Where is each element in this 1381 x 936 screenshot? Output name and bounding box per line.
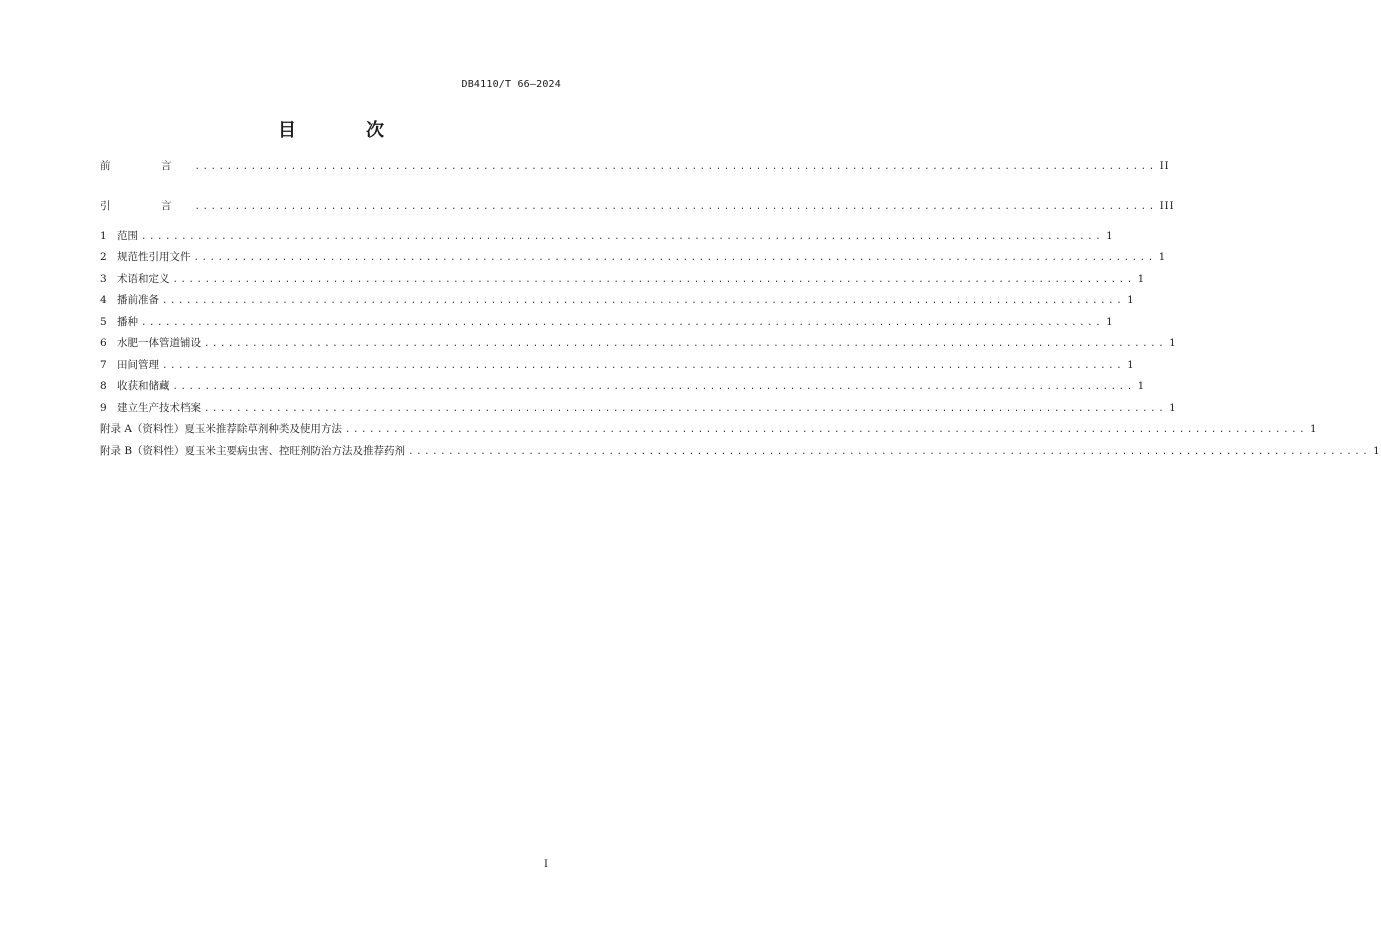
toc-leader-dots: ........................................................................................................................ [408, 447, 1371, 457]
toc-entry-label: 水肥一体管道铺设 [117, 337, 201, 349]
toc-entry-page: 1 [1127, 295, 1135, 306]
toc-leader-dots: ........................................................................................................................ [162, 296, 1125, 306]
toc-entry-label: 规范性引用文件 [117, 251, 191, 263]
toc-title: 目 次 [278, 120, 410, 141]
toc-entry-label: 术语和定义 [117, 273, 170, 285]
toc-leader-dots: ........................................................................................................................ [172, 275, 1135, 285]
toc-entry-page: 1 [1137, 274, 1146, 285]
toc-entry-introduction[interactable] [100, 198, 1175, 214]
toc-entry-number: 6 [100, 337, 107, 349]
toc-leader-dots: ........................................................................................................................ [141, 318, 1104, 328]
toc-entry-label: 附录 B（资料性）夏玉米主要病虫害、控旺剂防治方法及推荐药剂 [100, 445, 406, 457]
toc-leader-dots: ........................................................................................................................ [172, 382, 1135, 392]
toc-entry-number: 7 [100, 359, 107, 371]
toc-entry-label: 范围 [117, 230, 138, 242]
toc-entry-label: 引 言 [100, 200, 192, 212]
toc-entry-label: 前 言 [100, 160, 192, 172]
toc-entry-8[interactable] [100, 378, 1146, 394]
toc-leader-dots: ........................................................................................................................ [344, 425, 1308, 435]
toc-entry-label: 田间管理 [117, 359, 159, 371]
toc-entry-label: 播种 [117, 316, 138, 328]
toc-entry-9[interactable] [100, 400, 1177, 416]
toc-entry-6[interactable] [100, 335, 1177, 351]
toc-leader-dots: ........................................................................................................................ [194, 202, 1157, 212]
toc-entry-number: 4 [100, 294, 107, 306]
toc-entry-number: 8 [100, 380, 107, 392]
toc-leader-dots: ........................................................................................................................ [204, 404, 1167, 414]
toc-entry-label: 建立生产技术档案 [117, 402, 201, 414]
toc-leader-dots: ........................................................................................................................ [194, 162, 1157, 172]
toc-leader-dots: ........................................................................................................................ [162, 361, 1125, 371]
toc-entry-number: 2 [100, 251, 107, 263]
toc-entry-appendix-a[interactable] [100, 421, 1318, 437]
toc-entry-7[interactable] [100, 357, 1135, 373]
toc-entry-page: 1 [1137, 381, 1146, 392]
toc-entry-label: 播前准备 [117, 294, 159, 306]
toc-entry-page: 1 [1169, 338, 1177, 349]
document-code: DB4110/T 66—2024 [461, 79, 561, 90]
toc-entry-number: 9 [100, 402, 107, 414]
toc-entry-foreword[interactable] [100, 158, 1170, 174]
toc-entry-number: 5 [100, 316, 107, 328]
toc-entry-page: 1 [1310, 424, 1318, 435]
toc-entry-3[interactable] [100, 271, 1146, 287]
toc-entry-1[interactable] [100, 228, 1114, 244]
toc-entry-page: II [1159, 161, 1170, 172]
toc-entry-page: 1 [1106, 317, 1114, 328]
toc-entry-page: 1 [1373, 446, 1381, 457]
page-number: I [544, 859, 548, 870]
toc-entry-page: 1 [1127, 360, 1135, 371]
toc-entry-label: 附录 A（资料性）夏玉米推荐除草剂种类及使用方法 [100, 423, 342, 435]
toc-leader-dots: ........................................................................................................................ [193, 253, 1156, 263]
toc-entry-5[interactable] [100, 314, 1114, 330]
toc-entry-appendix-b[interactable] [100, 443, 1381, 459]
toc-entry-2[interactable] [100, 249, 1167, 265]
toc-entry-4[interactable] [100, 292, 1135, 308]
toc-entry-page: 1 [1106, 231, 1114, 242]
toc-leader-dots: ........................................................................................................................ [204, 339, 1167, 349]
toc-entry-number: 1 [100, 230, 107, 242]
toc-leader-dots: ........................................................................................................................ [141, 232, 1104, 242]
toc-entry-label: 收获和储藏 [117, 380, 170, 392]
toc-entry-page: III [1159, 201, 1175, 212]
toc-entry-page: 1 [1169, 403, 1177, 414]
toc-entry-number: 3 [100, 273, 107, 285]
toc-entry-page: 1 [1158, 252, 1167, 263]
